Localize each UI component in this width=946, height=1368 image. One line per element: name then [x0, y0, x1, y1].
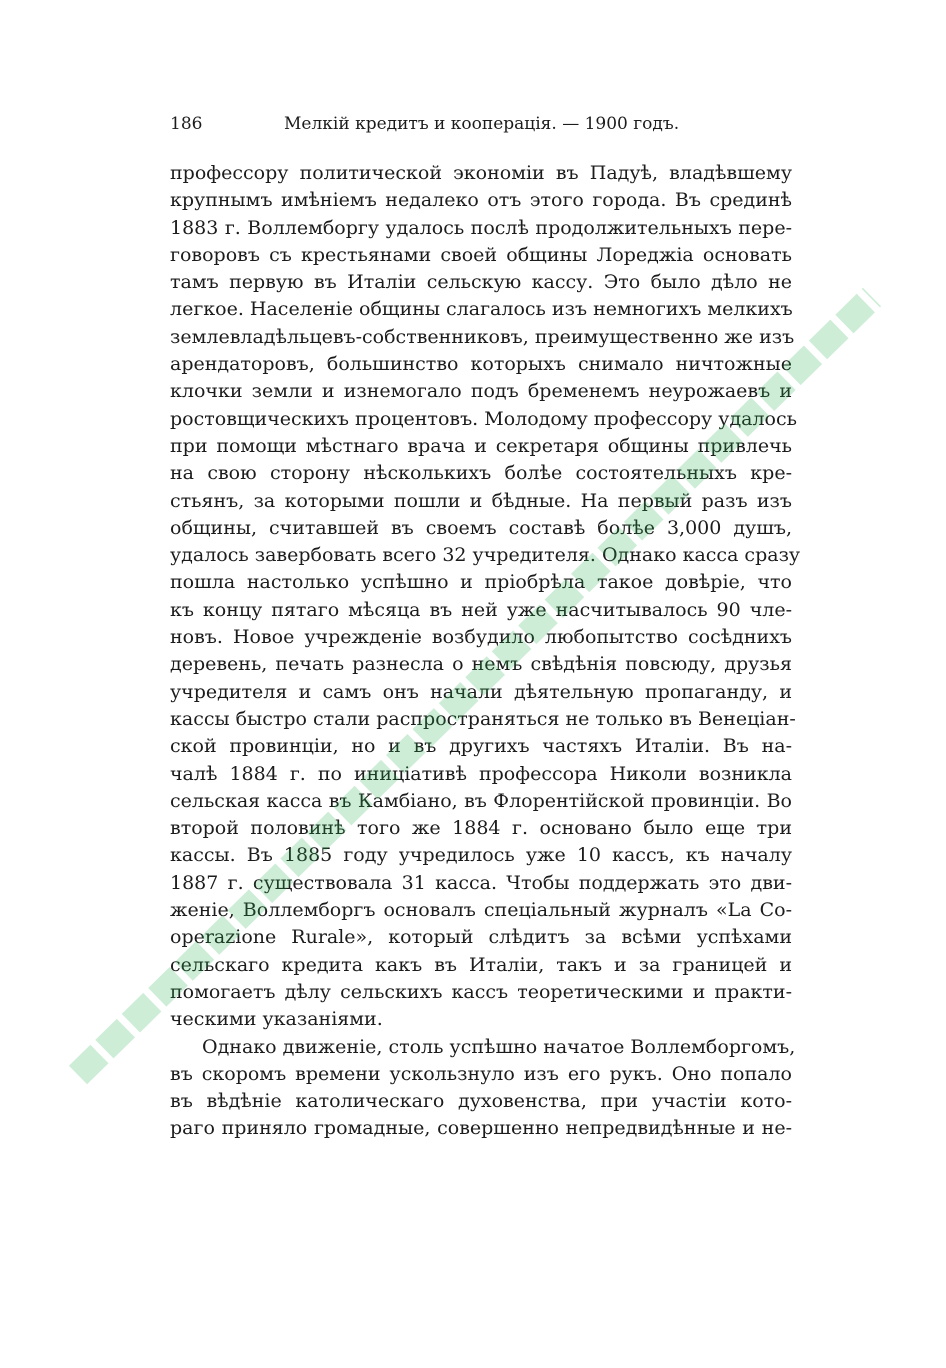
text-line: стьянъ, за которыми пошли и бѣдные. На первый разъ изъ	[170, 489, 792, 512]
text-line: ческими указаніями.	[170, 1008, 383, 1031]
text-line: общины, считавшей въ своемъ составѣ болѣе 3,000 душъ,	[170, 516, 792, 539]
text-line: клочки земли и изнемогало подъ бременемъ неурожаевъ и	[170, 380, 792, 403]
text-line: второй половинѣ того же 1884 г. основано было еще три	[170, 817, 792, 840]
text-line: говоровъ съ крестьянами своей общины Лореджіа основать	[170, 243, 792, 266]
text-line: удалось завербовать всего 32 учредителя. Однако касса сразу	[170, 544, 801, 567]
text-line: Однако движеніе, столь успѣшно начатое Воллемборгомъ,	[202, 1035, 796, 1058]
paragraph-1	[170, 160, 801, 1034]
text-line: деревень, печать разнесла о немъ свѣдѣнія повсюду, друзья	[170, 653, 792, 676]
text-line: помогаетъ дѣлу сельскихъ кассъ теоретическими и практи-	[170, 980, 792, 1003]
text-line: operazione Rurale», который слѣдитъ за всѣми успѣхами	[170, 926, 792, 949]
paragraph-2	[170, 1034, 796, 1143]
text-line: 1887 г. существовала 31 касса. Чтобы поддержать это дви-	[170, 871, 792, 894]
text-line: сельскаго кредита какъ въ Италіи, такъ и за границей и	[170, 953, 792, 976]
running-head-title: Мелкій кредитъ и кооперація. — 1900 годъ.	[284, 114, 680, 134]
text-line: при помощи мѣстнаго врача и секретаря общины привлечь	[170, 434, 792, 457]
text-line: раго приняло громадные, совершенно непредвидѣнные и не-	[170, 1117, 792, 1140]
text-line: землевладѣльцевъ-собственниковъ, преимущественно же изъ	[170, 325, 795, 348]
text-line: ростовщическихъ процентовъ. Молодому профессору удалось	[170, 407, 797, 430]
text-line: ской провинціи, но и въ другихъ частяхъ Италіи. Въ на-	[170, 735, 792, 758]
text-line: въ вѣдѣніе католическаго духовенства, при участіи кото-	[170, 1090, 792, 1113]
text-line: тамъ первую въ Италіи сельскую кассу. Это было дѣло не	[170, 271, 792, 294]
text-line: въ скоромъ времени ускользнуло изъ его рукъ. Оно попало	[170, 1062, 792, 1085]
text-line: легкое. Населеніе общины слагалось изъ немногихъ мелкихъ	[170, 298, 793, 321]
text-line: къ концу пятаго мѣсяца въ ней уже насчитывалось 90 чле-	[170, 598, 792, 621]
text-line: арендаторовъ, большинство которыхъ снимало ничтожные	[170, 353, 792, 376]
text-body	[170, 160, 801, 1143]
text-line: учредителя и самъ онъ начали дѣятельную пропаганду, и	[170, 680, 792, 703]
text-line: сельская касса въ Камбіано, въ Флорентійской провинціи. Во	[170, 789, 792, 812]
text-line: женіе, Воллемборгъ основалъ спеціальный журналъ «La Co-	[170, 899, 792, 922]
running-head	[170, 111, 680, 137]
text-line: 1883 г. Воллемборгу удалось послѣ продолжительныхъ пере-	[170, 216, 792, 239]
text-line: новъ. Новое учрежденіе возбудило любопытство сосѣднихъ	[170, 626, 792, 649]
text-line: пошла настолько успѣшно и пріобрѣла такое довѣріе, что	[170, 571, 792, 594]
text-line: крупнымъ имѣніемъ недалеко отъ этого города. Въ срединѣ	[170, 189, 792, 212]
text-line: профессору политической экономіи въ Падуѣ, владѣвшему	[170, 162, 792, 184]
text-line: на свою сторону нѣсколькихъ болѣе состоятельныхъ кре-	[170, 462, 792, 485]
text-line: кассы. Въ 1885 году учредилось уже 10 кассъ, къ началу	[170, 844, 792, 867]
page-number: 186	[170, 114, 203, 134]
text-line: кассы быстро стали распространяться не только въ Венеціан-	[170, 707, 796, 730]
text-line: чалѣ 1884 г. по иниціативѣ профессора Николи возникла	[170, 762, 792, 785]
